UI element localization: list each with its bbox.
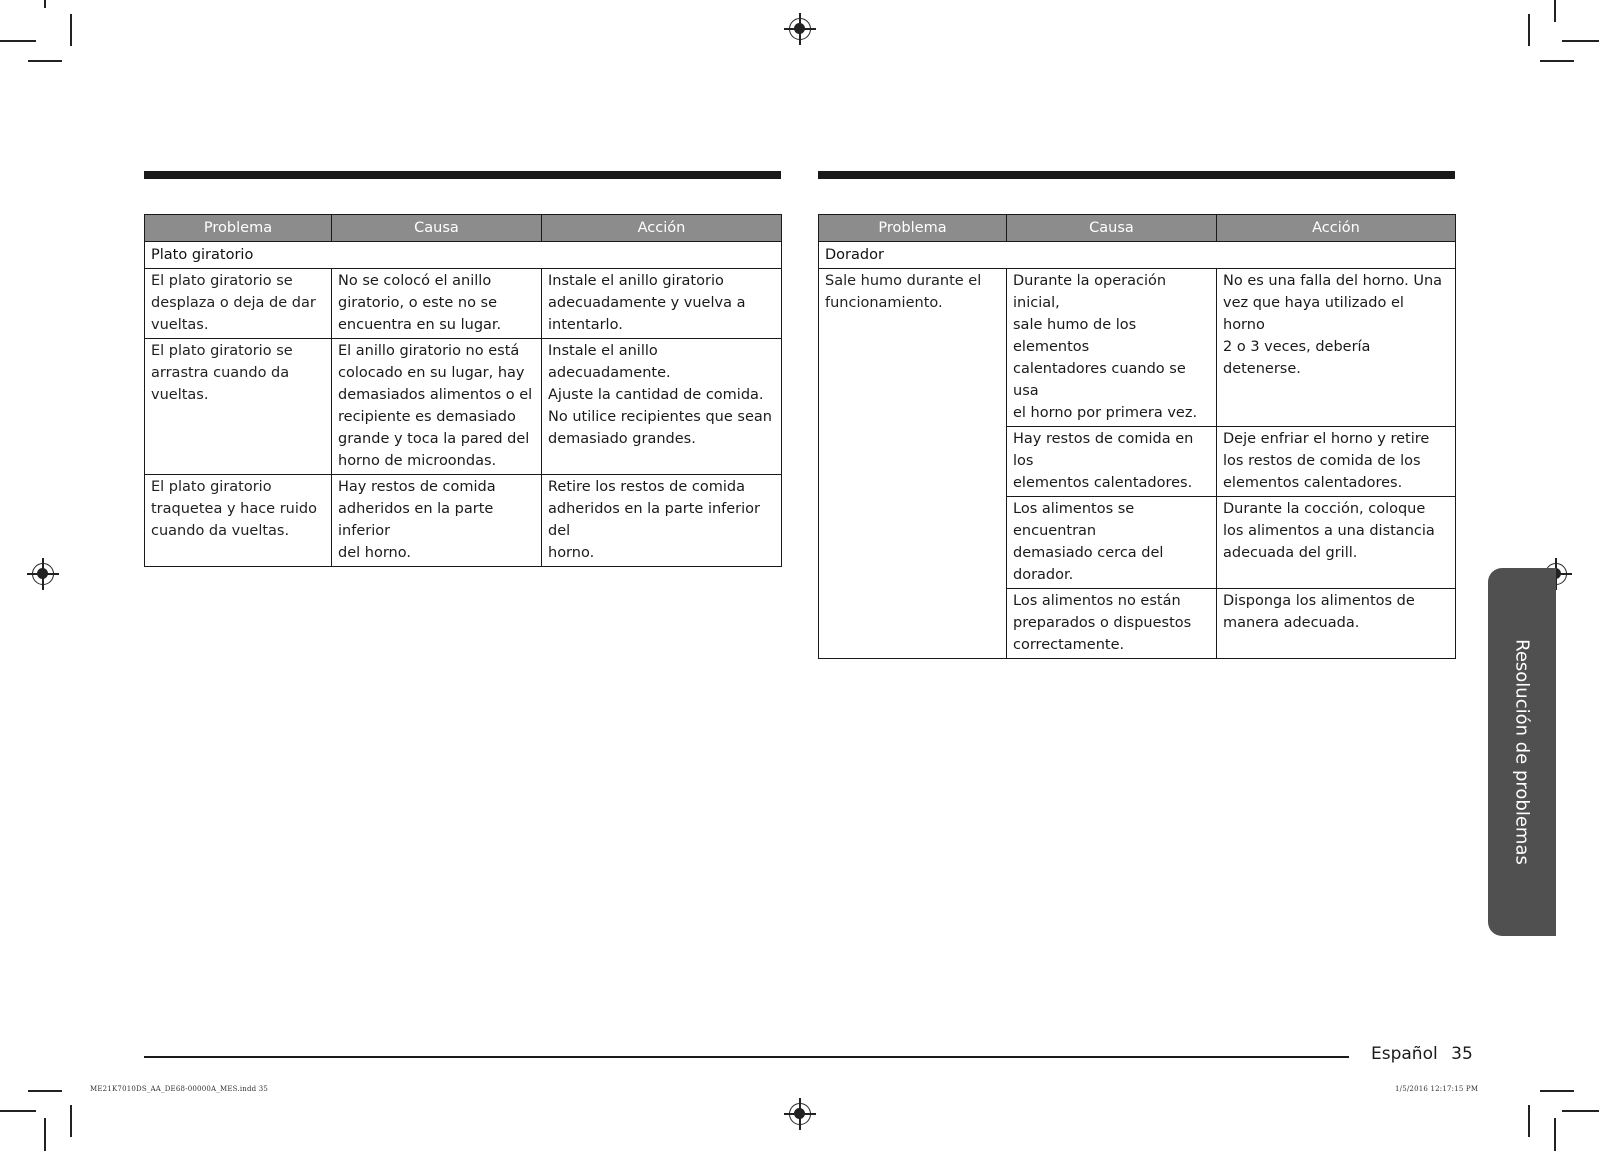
- chapter-side-tab: [1488, 568, 1556, 936]
- header-cause: Causa: [1007, 215, 1217, 242]
- header-problem: Problema: [145, 215, 332, 242]
- troubleshooting-table-turntable: [144, 214, 782, 567]
- troubleshooting-table-grill: [818, 214, 1456, 659]
- table-row: [145, 475, 782, 567]
- header-cause: Causa: [332, 215, 542, 242]
- cell-line: horno de microondas.: [338, 453, 497, 469]
- section-rule-right: [818, 171, 1455, 179]
- cell-line: colocado en su lugar, hay: [338, 365, 525, 381]
- cell-line: Hay restos de comida en los: [1013, 431, 1194, 469]
- action-cell: [542, 475, 782, 567]
- cell-line: los restos de comida de los: [1223, 453, 1421, 469]
- header-action: Acción: [542, 215, 782, 242]
- crop-mark: [1540, 1090, 1574, 1092]
- cause-cell: [1007, 497, 1217, 589]
- cell-line: Ajuste la cantidad de comida.: [548, 387, 764, 403]
- cell-line: funcionamiento.: [825, 295, 943, 311]
- cell-line: encuentra en su lugar.: [338, 317, 502, 333]
- cell-line: Disponga los alimentos de: [1223, 593, 1415, 609]
- cell-line: Instale el anillo adecuadamente.: [548, 343, 671, 381]
- table-header-row: [819, 215, 1456, 242]
- print-timestamp: 1/5/2016 12:17:15 PM: [1395, 1085, 1479, 1093]
- cell-line: No se colocó el anillo: [338, 273, 492, 289]
- cell-line: elementos calentadores.: [1223, 475, 1403, 491]
- cause-cell: [332, 269, 542, 339]
- cause-cell: [1007, 589, 1217, 659]
- cell-line: adheridos en la parte inferior del: [548, 501, 761, 539]
- cell-line: cuando da vueltas.: [151, 523, 290, 539]
- crop-mark: [44, 0, 46, 8]
- section-row: [145, 242, 782, 269]
- crop-mark: [70, 1105, 72, 1137]
- crop-mark: [1528, 14, 1530, 46]
- crop-mark: [1540, 60, 1574, 62]
- print-file-slug: ME21K7010DS_AA_DE68-00000A_MES.indd 35: [90, 1085, 269, 1093]
- cell-line: vez que haya utilizado el horno: [1223, 295, 1404, 333]
- crop-mark: [1562, 1110, 1599, 1112]
- cell-line: demasiados alimentos o el: [338, 387, 533, 403]
- cell-line: No utilice recipientes que sean: [548, 409, 772, 425]
- cell-line: Hay restos de comida: [338, 479, 496, 495]
- cell-line: Sale humo durante el: [825, 273, 982, 289]
- cell-line: giratorio, o este no se: [338, 295, 498, 311]
- cell-line: El anillo giratorio no está: [338, 343, 520, 359]
- table-header-row: [145, 215, 782, 242]
- chapter-side-tab-label: Resolución de problemas: [1511, 639, 1533, 865]
- cell-line: sale humo de los elementos: [1013, 317, 1137, 355]
- cell-line: traquetea y hace ruido: [151, 501, 317, 517]
- cell-line: intentarlo.: [548, 317, 623, 333]
- section-title: Dorador: [819, 242, 1456, 269]
- cell-line: calentadores cuando se usa: [1013, 361, 1186, 399]
- cell-line: vueltas.: [151, 387, 209, 403]
- crop-mark: [1562, 40, 1599, 42]
- problem-cell: [819, 269, 1007, 659]
- action-cell: [542, 339, 782, 475]
- cell-line: preparados o dispuestos: [1013, 615, 1192, 631]
- cell-line: grande y toca la pared del: [338, 431, 530, 447]
- cell-line: adecuada del grill.: [1223, 545, 1358, 561]
- crop-mark: [1528, 1105, 1530, 1137]
- cell-line: Durante la operación inicial,: [1013, 273, 1167, 311]
- cell-line: adecuadamente y vuelva a: [548, 295, 746, 311]
- cell-line: Los alimentos no están: [1013, 593, 1181, 609]
- action-cell: [542, 269, 782, 339]
- cause-cell: [1007, 427, 1217, 497]
- problem-cell: [145, 339, 332, 475]
- section-row: [819, 242, 1456, 269]
- section-rule-left: [144, 171, 781, 179]
- cell-line: el horno por primera vez.: [1013, 405, 1198, 421]
- problem-cell: [145, 475, 332, 567]
- registration-mark-icon: [789, 18, 811, 40]
- cell-line: Deje enfriar el horno y retire: [1223, 431, 1430, 447]
- cell-line: adheridos en la parte inferior: [338, 501, 494, 539]
- cell-line: Los alimentos se encuentran: [1013, 501, 1135, 539]
- cell-line: arrastra cuando da: [151, 365, 290, 381]
- cause-cell: [332, 475, 542, 567]
- cell-line: recipiente es demasiado: [338, 409, 516, 425]
- cell-line: correctamente.: [1013, 637, 1125, 653]
- cell-line: Retire los restos de comida: [548, 479, 745, 495]
- crop-mark: [0, 1110, 36, 1112]
- cell-line: elementos calentadores.: [1013, 475, 1193, 491]
- cell-line: del horno.: [338, 545, 411, 561]
- cell-line: demasiado grandes.: [548, 431, 696, 447]
- crop-mark: [28, 1090, 62, 1092]
- cell-line: Instale el anillo giratorio: [548, 273, 724, 289]
- cell-line: El plato giratorio se: [151, 343, 293, 359]
- page-number: 35: [1451, 1044, 1473, 1064]
- table-row: [145, 269, 782, 339]
- crop-mark: [44, 1118, 46, 1151]
- action-cell: [1217, 427, 1456, 497]
- section-title: Plato giratorio: [145, 242, 782, 269]
- cell-line: 2 o 3 veces, debería detenerse.: [1223, 339, 1371, 377]
- header-problem: Problema: [819, 215, 1007, 242]
- crop-mark: [28, 60, 62, 62]
- cell-line: desplaza o deja de dar: [151, 295, 316, 311]
- table-row: [819, 269, 1456, 427]
- cell-line: Durante la cocción, coloque: [1223, 501, 1426, 517]
- cell-line: vueltas.: [151, 317, 209, 333]
- footer-language: [1371, 1044, 1473, 1064]
- header-action: Acción: [1217, 215, 1456, 242]
- registration-mark-icon: [789, 1103, 811, 1125]
- cell-line: horno.: [548, 545, 595, 561]
- cell-line: manera adecuada.: [1223, 615, 1360, 631]
- cell-line: El plato giratorio se: [151, 273, 293, 289]
- action-cell: [1217, 269, 1456, 427]
- footer-rule: [144, 1056, 1349, 1058]
- footer-language-label: Español: [1371, 1044, 1438, 1064]
- crop-mark: [70, 14, 72, 46]
- cell-line: No es una falla del horno. Una: [1223, 273, 1443, 289]
- cause-cell: [332, 339, 542, 475]
- action-cell: [1217, 589, 1456, 659]
- registration-mark-icon: [32, 563, 54, 585]
- cell-line: El plato giratorio: [151, 479, 272, 495]
- cell-line: demasiado cerca del dorador.: [1013, 545, 1164, 583]
- action-cell: [1217, 497, 1456, 589]
- crop-mark: [1554, 0, 1556, 22]
- cell-line: los alimentos a una distancia: [1223, 523, 1435, 539]
- table-row: [145, 339, 782, 475]
- crop-mark: [1554, 1118, 1556, 1151]
- problem-cell: [145, 269, 332, 339]
- cause-cell: [1007, 269, 1217, 427]
- crop-mark: [0, 40, 36, 42]
